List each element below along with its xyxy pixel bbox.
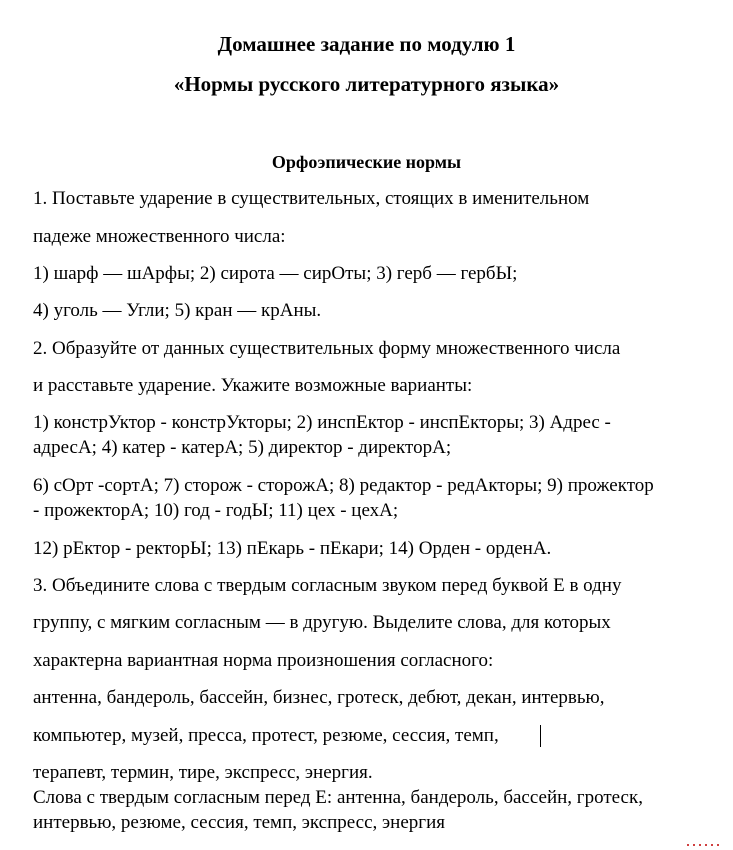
text-line: - прожекторА; 10) год - годЫ; 11) цех - цехА;: [33, 500, 399, 521]
text-line: 1) шарф — шАрфы; 2) сирота — сирОты; 3) герб — гербЫ;: [33, 263, 518, 284]
text-cursor: [540, 725, 541, 747]
document-subtitle: «Нормы русского литературного языка»: [173, 72, 560, 96]
text-line: 1) констрУктор - констрУкторы; 2) инспЕктор - инспЕкторы; 3) Адрес -: [33, 412, 611, 433]
text-line: компьютер, музей, пресса, протест, резюме, сессия, темп,: [33, 725, 499, 746]
text-line: и расставьте ударение. Укажите возможные варианты:: [33, 375, 473, 396]
text-line: 6) сОрт -сортА; 7) сторож - сторожА; 8) редактор - редАкторы; 9) прожектор: [33, 475, 654, 496]
text-line: группу, с мягким согласным — в другую. Выделите слова, для которых: [33, 612, 611, 633]
text-line: интервью, резюме, сессия, темп, экспресс, энергия: [33, 812, 445, 833]
text-line: терапевт, термин, тире, экспресс, энергия.: [33, 762, 373, 783]
text-line: 2. Образуйте от данных существительных форму множественного числа: [33, 338, 621, 359]
document-title: Домашнее задание по модулю 1: [217, 32, 516, 56]
text-line: адресА; 4) катер - катерА; 5) директор - директорА;: [33, 437, 452, 458]
section-heading: Орфоэпические нормы: [271, 152, 462, 172]
text-line: 3. Объедините слова с твердым согласным звуком перед буквой Е в одну: [33, 575, 622, 596]
text-line: 4) уголь — Угли; 5) кран — крАны.: [33, 300, 322, 321]
text-line: характерна вариантная норма произношения согласного:: [33, 650, 494, 671]
text-line: 12) рЕктор - ректорЫ; 13) пЕкарь - пЕкари; 14) Орден - орденА.: [33, 538, 552, 559]
text-line: антенна, бандероль, бассейн, бизнес, гротеск, дебют, декан, интервью,: [33, 687, 605, 708]
text-line: падеже множественного числа:: [33, 226, 286, 247]
text-line: 1. Поставьте ударение в существительных, стоящих в именительном: [33, 188, 590, 209]
page-edge-marks: [687, 842, 727, 846]
text-line: Слова с твердым согласным перед Е: антенна, бандероль, бассейн, гротеск,: [33, 787, 643, 808]
